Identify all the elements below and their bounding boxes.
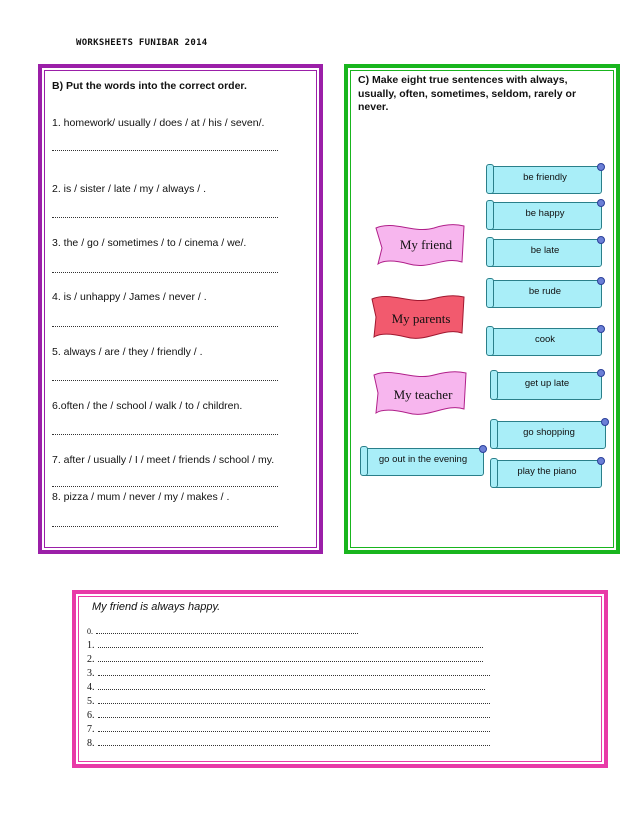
- activity-scroll: be rude: [488, 280, 602, 308]
- activity-scroll: be happy: [488, 202, 602, 230]
- sentence-line[interactable]: [87, 667, 490, 680]
- answer-dots[interactable]: [98, 723, 490, 732]
- activity-scroll: go out in the evening: [362, 448, 484, 476]
- activity-scroll: go shopping: [492, 421, 606, 449]
- line-number: 0.: [87, 627, 93, 636]
- line-number: 5.: [87, 696, 95, 707]
- answer-line[interactable]: [52, 486, 278, 487]
- activity-scroll: cook: [488, 328, 602, 356]
- sentence-line[interactable]: [87, 695, 490, 708]
- subject-flag: [368, 291, 466, 343]
- exercise-item: 7. after / usually / I / meet / friends / school / my.: [52, 454, 275, 466]
- answer-line[interactable]: [52, 326, 278, 327]
- subject-label: My friend: [399, 237, 453, 252]
- answer-dots[interactable]: [98, 667, 490, 676]
- line-number: 2.: [87, 654, 95, 665]
- activity-scroll: be friendly: [488, 166, 602, 194]
- line-number: 1.: [87, 640, 95, 651]
- example-sentence: My friend is always happy.: [92, 601, 221, 613]
- answer-line[interactable]: [52, 272, 278, 273]
- sentence-line[interactable]: [87, 737, 490, 750]
- answer-line[interactable]: [52, 434, 278, 435]
- answer-dots[interactable]: [98, 653, 483, 662]
- exercise-item: 5. always / are / they / friendly / .: [52, 346, 203, 358]
- sentence-line[interactable]: [87, 723, 490, 736]
- sentence-line[interactable]: [87, 709, 490, 722]
- section-b-box: [38, 64, 323, 554]
- line-number: 3.: [87, 668, 95, 679]
- section-c-title: C) Make eight true sentences with always, usually, often, sometimes, seldom, rarely or never.: [358, 74, 577, 113]
- exercise-item: 3. the / go / sometimes / to / cinema / we/.: [52, 237, 247, 249]
- answer-dots[interactable]: [96, 625, 358, 634]
- line-number: 7.: [87, 724, 95, 735]
- line-number: 6.: [87, 710, 95, 721]
- subject-flag: [374, 220, 466, 270]
- line-number: 8.: [87, 738, 95, 749]
- worksheet-header: WORKSHEETS FUNIBAR 2014: [76, 38, 208, 48]
- line-number: 4.: [87, 682, 95, 693]
- answer-line[interactable]: [52, 217, 278, 218]
- answer-line[interactable]: [52, 526, 278, 527]
- sentence-line[interactable]: [87, 653, 483, 666]
- subject-label: My parents: [391, 311, 451, 326]
- activity-scroll: play the piano: [492, 460, 602, 488]
- answer-dots[interactable]: [98, 639, 483, 648]
- answer-line[interactable]: [52, 380, 278, 381]
- answer-line[interactable]: [52, 150, 278, 151]
- answer-dots[interactable]: [98, 681, 485, 690]
- exercise-item: 2. is / sister / late / my / always / .: [52, 183, 207, 195]
- activity-scroll: be late: [488, 239, 602, 267]
- answer-dots[interactable]: [98, 737, 490, 746]
- sentence-line[interactable]: [87, 639, 483, 652]
- subject-flag: [370, 367, 468, 419]
- exercise-item: 4. is / unhappy / James / never / .: [52, 291, 207, 303]
- answer-dots[interactable]: [98, 709, 490, 718]
- sentence-line[interactable]: [87, 681, 485, 694]
- answer-dots[interactable]: [98, 695, 490, 704]
- exercise-item: 1. homework/ usually / does / at / his / seven/.: [52, 117, 265, 129]
- section-b-title: B) Put the words into the correct order.: [52, 80, 247, 92]
- activity-scroll: get up late: [492, 372, 602, 400]
- exercise-item: 6.often / the / school / walk / to / children.: [52, 400, 243, 412]
- exercise-item: 8. pizza / mum / never / my / makes / .: [52, 491, 230, 503]
- sentence-line[interactable]: [87, 625, 358, 638]
- subject-label: My teacher: [393, 387, 453, 402]
